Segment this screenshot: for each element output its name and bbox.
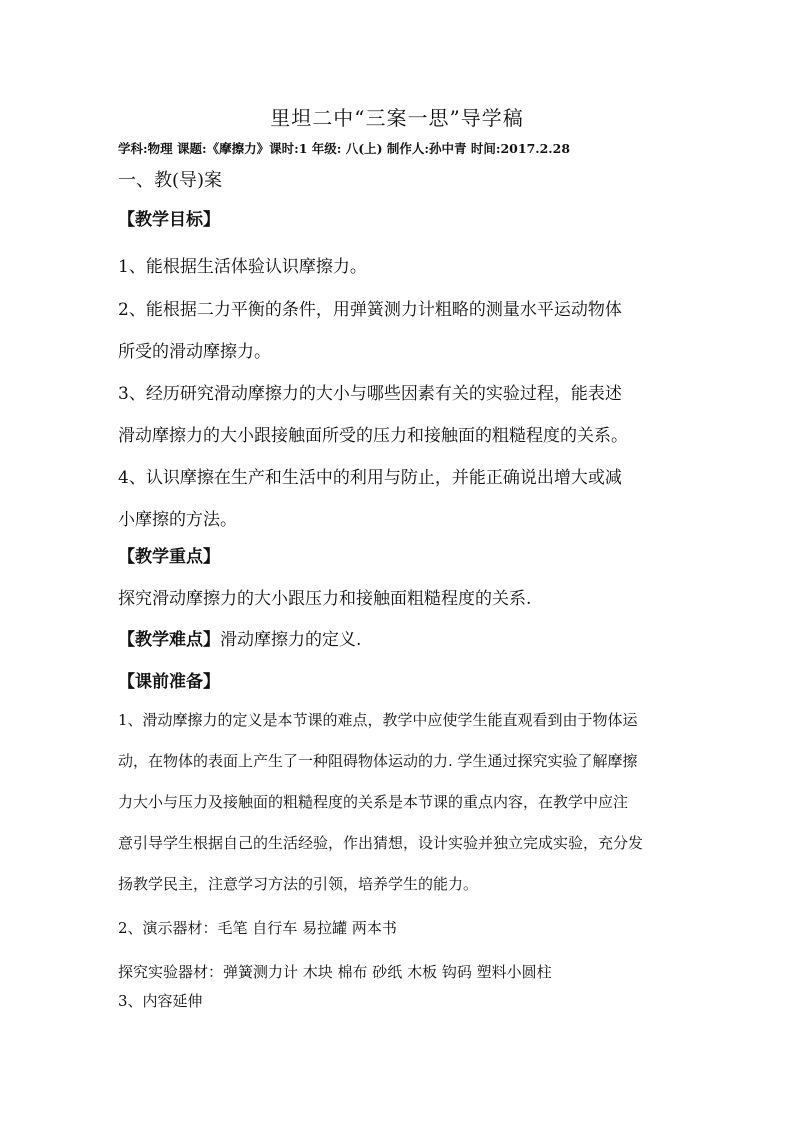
goal-line: 4、认识摩擦在生产和生活中的利用与防止，并能正确说出增大或减 [118, 468, 622, 488]
preparation-line: 意引导学生根据自己的生活经验，作出猜想，设计实验并独立完成实验，充分发 [118, 834, 644, 852]
difficulty-line [118, 625, 361, 650]
difficulty-heading: 【教学难点】 [118, 630, 220, 650]
key-points-heading: 【教学重点】 [118, 547, 220, 567]
goal-line: 3、经历研究滑动摩擦力的大小与哪些因素有关的实验过程，能表述 [118, 384, 622, 404]
preparation-line: 探究实验器材：弹簧测力计 木块 棉布 砂纸 木板 钩码 塑料小圆柱 [118, 963, 552, 981]
goal-line: 1、能根据生活体验认识摩擦力。 [118, 257, 367, 277]
section-title: 一、教(导)案 [118, 170, 223, 191]
preparation-line: 1、滑动摩擦力的定义是本节课的难点，教学中应使学生能直观看到由于物体运 [118, 711, 638, 729]
difficulty-text: 滑动摩擦力的定义. [220, 630, 362, 650]
document-title: 里坦二中“三案一思”导学稿 [270, 106, 524, 130]
goal-line: 所受的滑动摩擦力。 [118, 342, 271, 362]
preparation-line: 力大小与压力及接触面的粗糙程度的关系是本节课的重点内容，在教学中应注 [118, 793, 629, 811]
preparation-line: 3、内容延伸 [118, 992, 203, 1010]
preparation-heading: 【课前准备】 [118, 672, 220, 692]
goal-line: 滑动摩擦力的大小跟接触面所受的压力和接触面的粗糙程度的关系。 [118, 426, 628, 446]
goal-line: 小摩擦的方法。 [118, 510, 237, 530]
preparation-line: 动，在物体的表面上产生了一种阻碍物体运动的力. 学生通过探究实验了解摩擦 [118, 752, 638, 770]
goal-line: 2、能根据二力平衡的条件，用弹簧测力计粗略的测量水平运动物体 [118, 300, 622, 320]
preparation-line: 2、演示器材：毛笔 自行车 易拉罐 两本书 [118, 919, 397, 937]
preparation-line: 扬教学民主，注意学习方法的引领，培养学生的能力。 [118, 875, 479, 893]
goals-heading: 【教学目标】 [118, 210, 220, 230]
document-meta: 学科:物理 课题:《摩擦力》课时:1 年级: 八(上) 制作人:孙中青 时间:2017.2.28 [118, 141, 571, 156]
key-points-text: 探究滑动摩擦力的大小跟压力和接触面粗糙程度的关系. [118, 589, 532, 609]
